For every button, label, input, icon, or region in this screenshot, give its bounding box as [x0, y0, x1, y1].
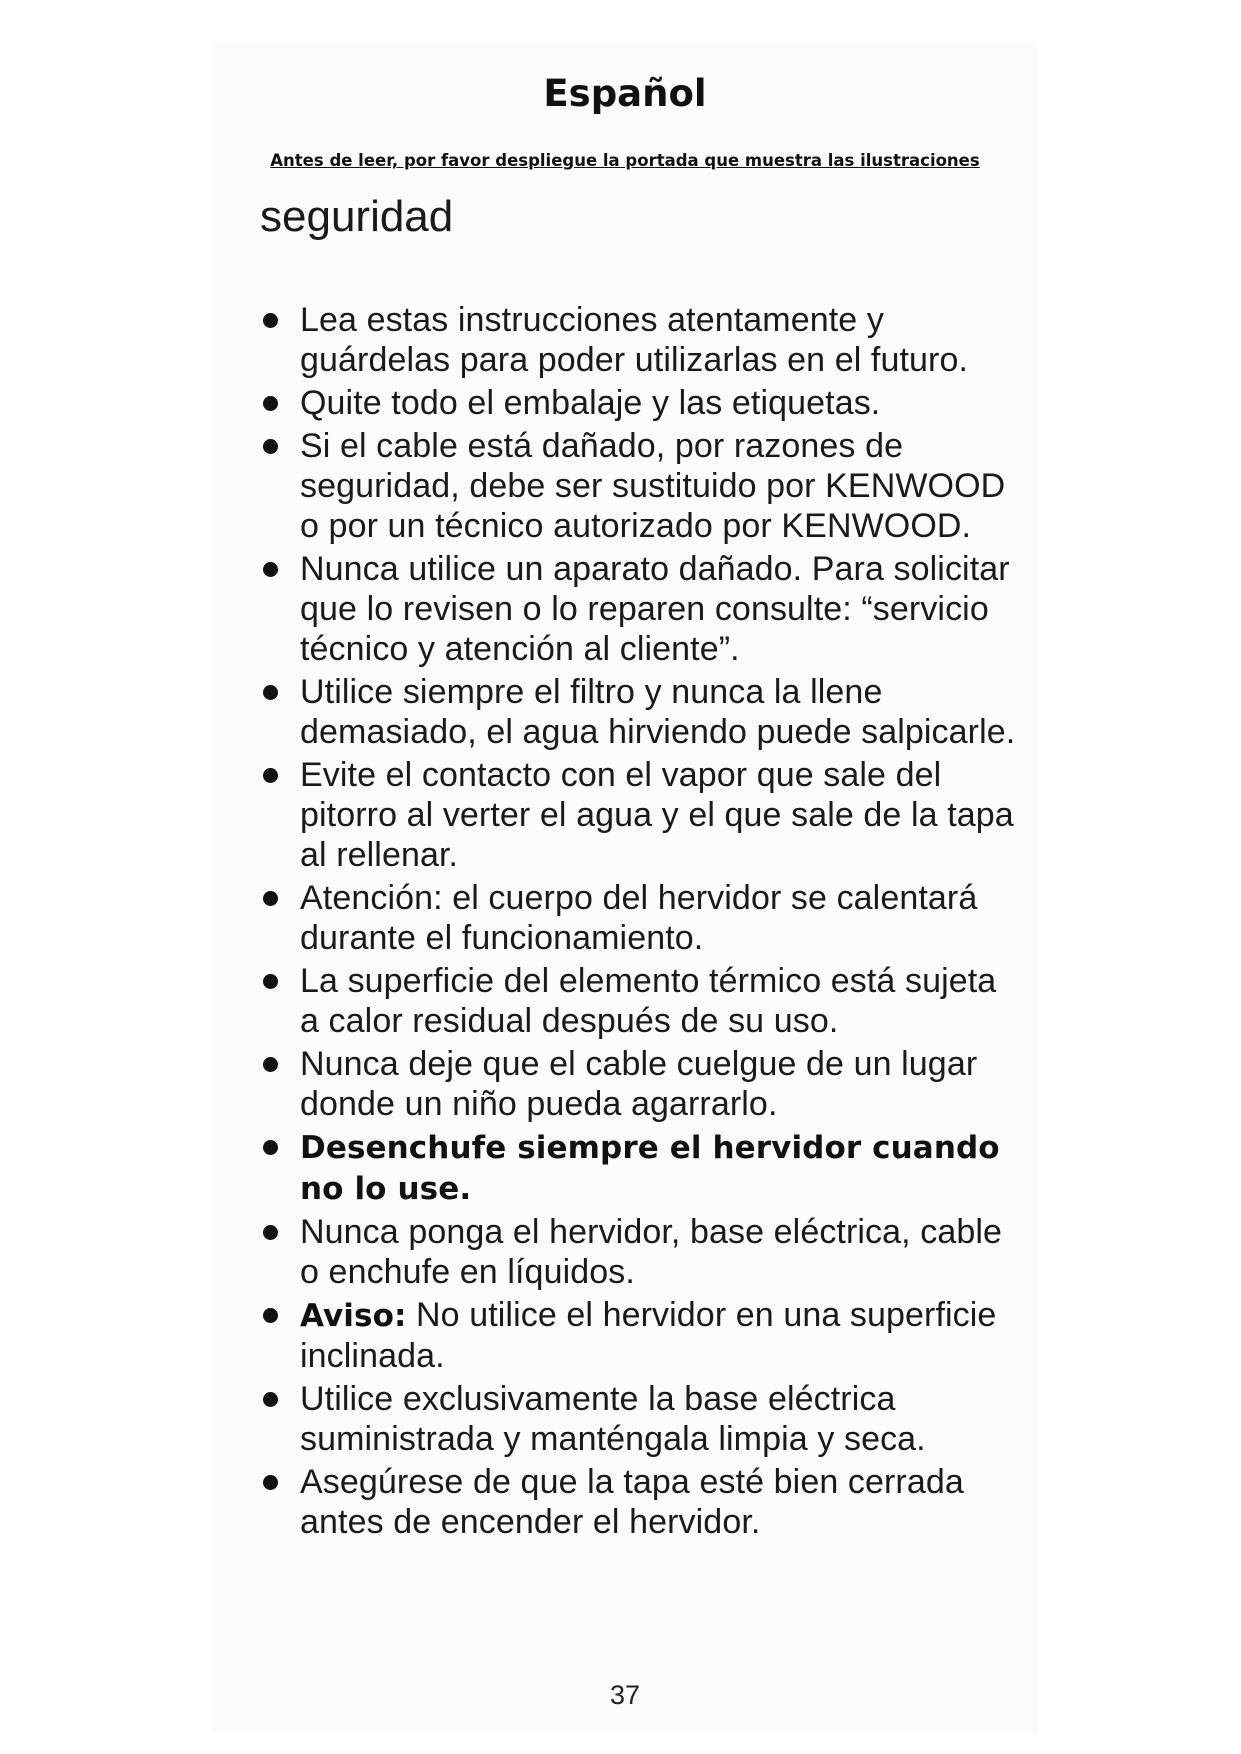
- item-text: Desenchufe siempre el hervidor cuando no lo use.: [300, 1130, 1000, 1207]
- list-item: [260, 672, 1020, 752]
- item-text: Si el cable está dañado, por razones de seguridad, debe ser sustituido por KENWOOD o por un técnico autorizado por KENWOOD.: [300, 427, 1006, 545]
- list-item: [260, 300, 1020, 380]
- item-text: Utilice exclusivamente la base eléctrica suministrada y manténgala limpia y seca.: [300, 1380, 926, 1458]
- page-number: 37: [609, 1680, 641, 1710]
- item-text: Lea estas instrucciones atentamente y guárdelas para poder utilizarlas en el futuro.: [300, 301, 968, 379]
- bullet-icon: [263, 439, 278, 454]
- section-title: seguridad: [260, 192, 454, 241]
- manual-page: [212, 42, 1038, 1732]
- language-heading: Español: [543, 72, 707, 115]
- list-item: [260, 1462, 1020, 1542]
- list-item: [260, 426, 1020, 546]
- bullet-icon: [263, 1475, 278, 1490]
- bullet-icon: [263, 974, 278, 989]
- item-text: Quite todo el embalaje y las etiquetas.: [300, 384, 881, 422]
- bullet-icon: [263, 685, 278, 700]
- bullet-icon: [263, 313, 278, 328]
- bullet-icon: [263, 1057, 278, 1072]
- item-text: La superficie del elemento térmico está sujeta a calor residual después de su uso.: [300, 962, 997, 1040]
- list-item: [260, 383, 1020, 423]
- item-text: No utilice el hervidor en una superficie inclinada.: [300, 1296, 997, 1375]
- safety-list: [260, 300, 1020, 1545]
- list-item: [260, 1379, 1020, 1459]
- fold-out-note: Antes de leer, por favor despliegue la portada que muestra las ilustraciones: [270, 151, 980, 170]
- bullet-icon: [263, 1225, 278, 1240]
- item-text: Nunca ponga el hervidor, base eléctrica, cable o enchufe en líquidos.: [300, 1213, 1003, 1291]
- bullet-icon: [263, 768, 278, 783]
- bullet-icon: [263, 1308, 278, 1323]
- bullet-icon: [263, 396, 278, 411]
- item-text: Nunca utilice un aparato dañado. Para solicitar que lo revisen o lo reparen consulte: “servicio técnico y atención al cliente”.: [300, 550, 1010, 668]
- bullet-icon: [263, 1392, 278, 1407]
- list-item: [260, 549, 1020, 669]
- bullet-icon: [263, 562, 278, 577]
- item-text: Asegúrese de que la tapa esté bien cerrada antes de encender el hervidor.: [300, 1463, 964, 1541]
- item-text: Utilice siempre el filtro y nunca la llene demasiado, el agua hirviendo puede salpicarle.: [300, 673, 1016, 751]
- bullet-icon: [263, 1140, 278, 1155]
- item-text: Evite el contacto con el vapor que sale del pitorro al verter el agua y el que sale de la tapa al rellenar.: [300, 756, 1014, 874]
- list-item: [260, 1044, 1020, 1124]
- item-text: Atención: el cuerpo del hervidor se calentará durante el funcionamiento.: [300, 879, 978, 957]
- item-text: Nunca deje que el cable cuelgue de un lugar donde un niño pueda agarrarlo.: [300, 1045, 978, 1123]
- list-item-emphasis: [260, 1127, 1020, 1209]
- list-item: [260, 1212, 1020, 1292]
- list-item: [260, 961, 1020, 1041]
- list-item: [260, 1295, 1020, 1376]
- bullet-icon: [263, 891, 278, 906]
- warning-label: Aviso:: [300, 1298, 407, 1334]
- list-item: [260, 878, 1020, 958]
- list-item: [260, 755, 1020, 875]
